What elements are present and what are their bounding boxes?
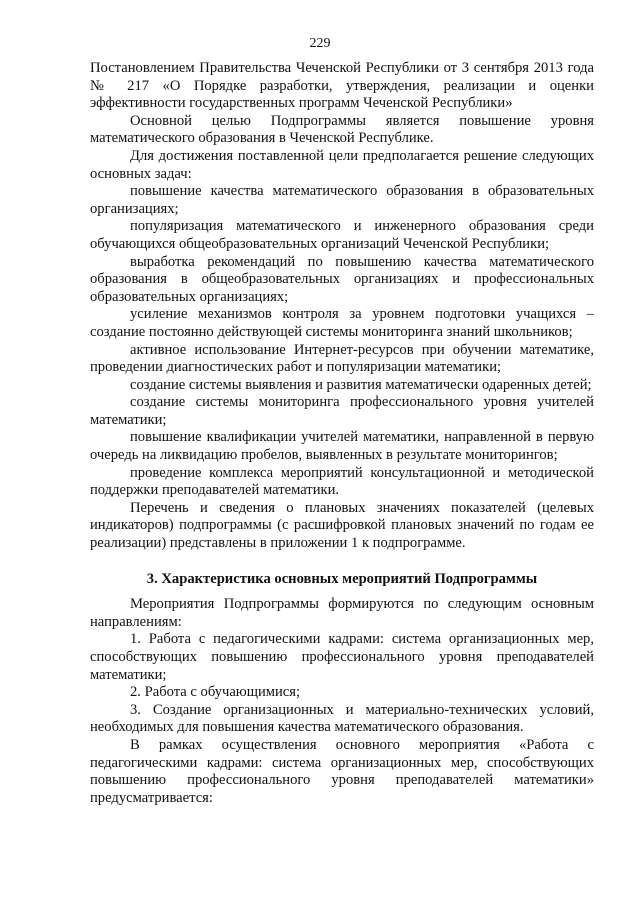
list-item: усиление механизмов контроля за уровнем подготовки учащихся – создание постоянно действующей системы мониторинга знаний школьников; <box>90 306 594 340</box>
list-item: создание системы мониторинга профессионального уровня учителей математики; <box>90 394 594 428</box>
numbered-item: 1. Работа с педагогическими кадрами: система организационных мер, способствующих повышению профессионального уровня преподавателей математики; <box>90 631 594 683</box>
section-heading: 3. Характеристика основных мероприятий Подпрограммы <box>146 570 538 587</box>
list-item: выработка рекомендаций по повышению качества математического образования в общеобразовательных организациях и профессиональных образовательных организациях; <box>90 253 594 305</box>
paragraph: Перечень и сведения о плановых значениях показателей (целевых индикаторов) подпрограммы (с расшифровкой плановых значений по годам ее реализации) представлены в приложении 1 к подпрограмме. <box>90 499 594 552</box>
paragraph: Основной целью Подпрограммы является повышение уровня математического образования в Чеченской Республике. <box>90 112 594 147</box>
list-item: популяризация математического и инженерного образования среди обучающихся общеобразовательных организаций Чеченской Республики; <box>90 218 594 252</box>
paragraph: Для достижения поставленной цели предполагается решение следующих основных задач: <box>90 147 594 182</box>
list-item: повышение качества математического образования в образовательных организациях; <box>90 183 594 217</box>
page-number: 229 <box>309 36 331 51</box>
list-item: создание системы выявления и развития математически одаренных детей; <box>130 376 592 393</box>
list-item: повышение квалификации учителей математики, направленной в первую очередь на ликвидацию пробелов, выявленных в результате мониторингов; <box>90 429 594 464</box>
numbered-item: 3. Создание организационных и материально-технических условий, необходимых для повышения качества математического образования. <box>90 701 594 736</box>
paragraph: В рамках осуществления основного мероприятия «Работа с педагогическими кадрами: система организационных мер, способствующих повышению профессионального уровня преподавателей математики» предусматривается: <box>90 736 594 806</box>
paragraph: Постановлением Правительства Чеченской Республики от 3 сентября 2013 года № 217 «О Порядке разработки, утверждения, реализации и оценки эффективности государственных программ Чеченской Республики» <box>90 60 594 112</box>
list-item: активное использование Интернет-ресурсов при обучении математике, проведении диагностических работ и популяризации математики; <box>90 341 594 376</box>
paragraph: Мероприятия Подпрограммы формируются по следующим основным направлениям: <box>90 596 594 630</box>
list-item: проведение комплекса мероприятий консультационной и методической поддержки преподавателей математики. <box>90 464 594 499</box>
numbered-item: 2. Работа с обучающимися; <box>130 684 301 701</box>
document-body <box>90 60 594 807</box>
